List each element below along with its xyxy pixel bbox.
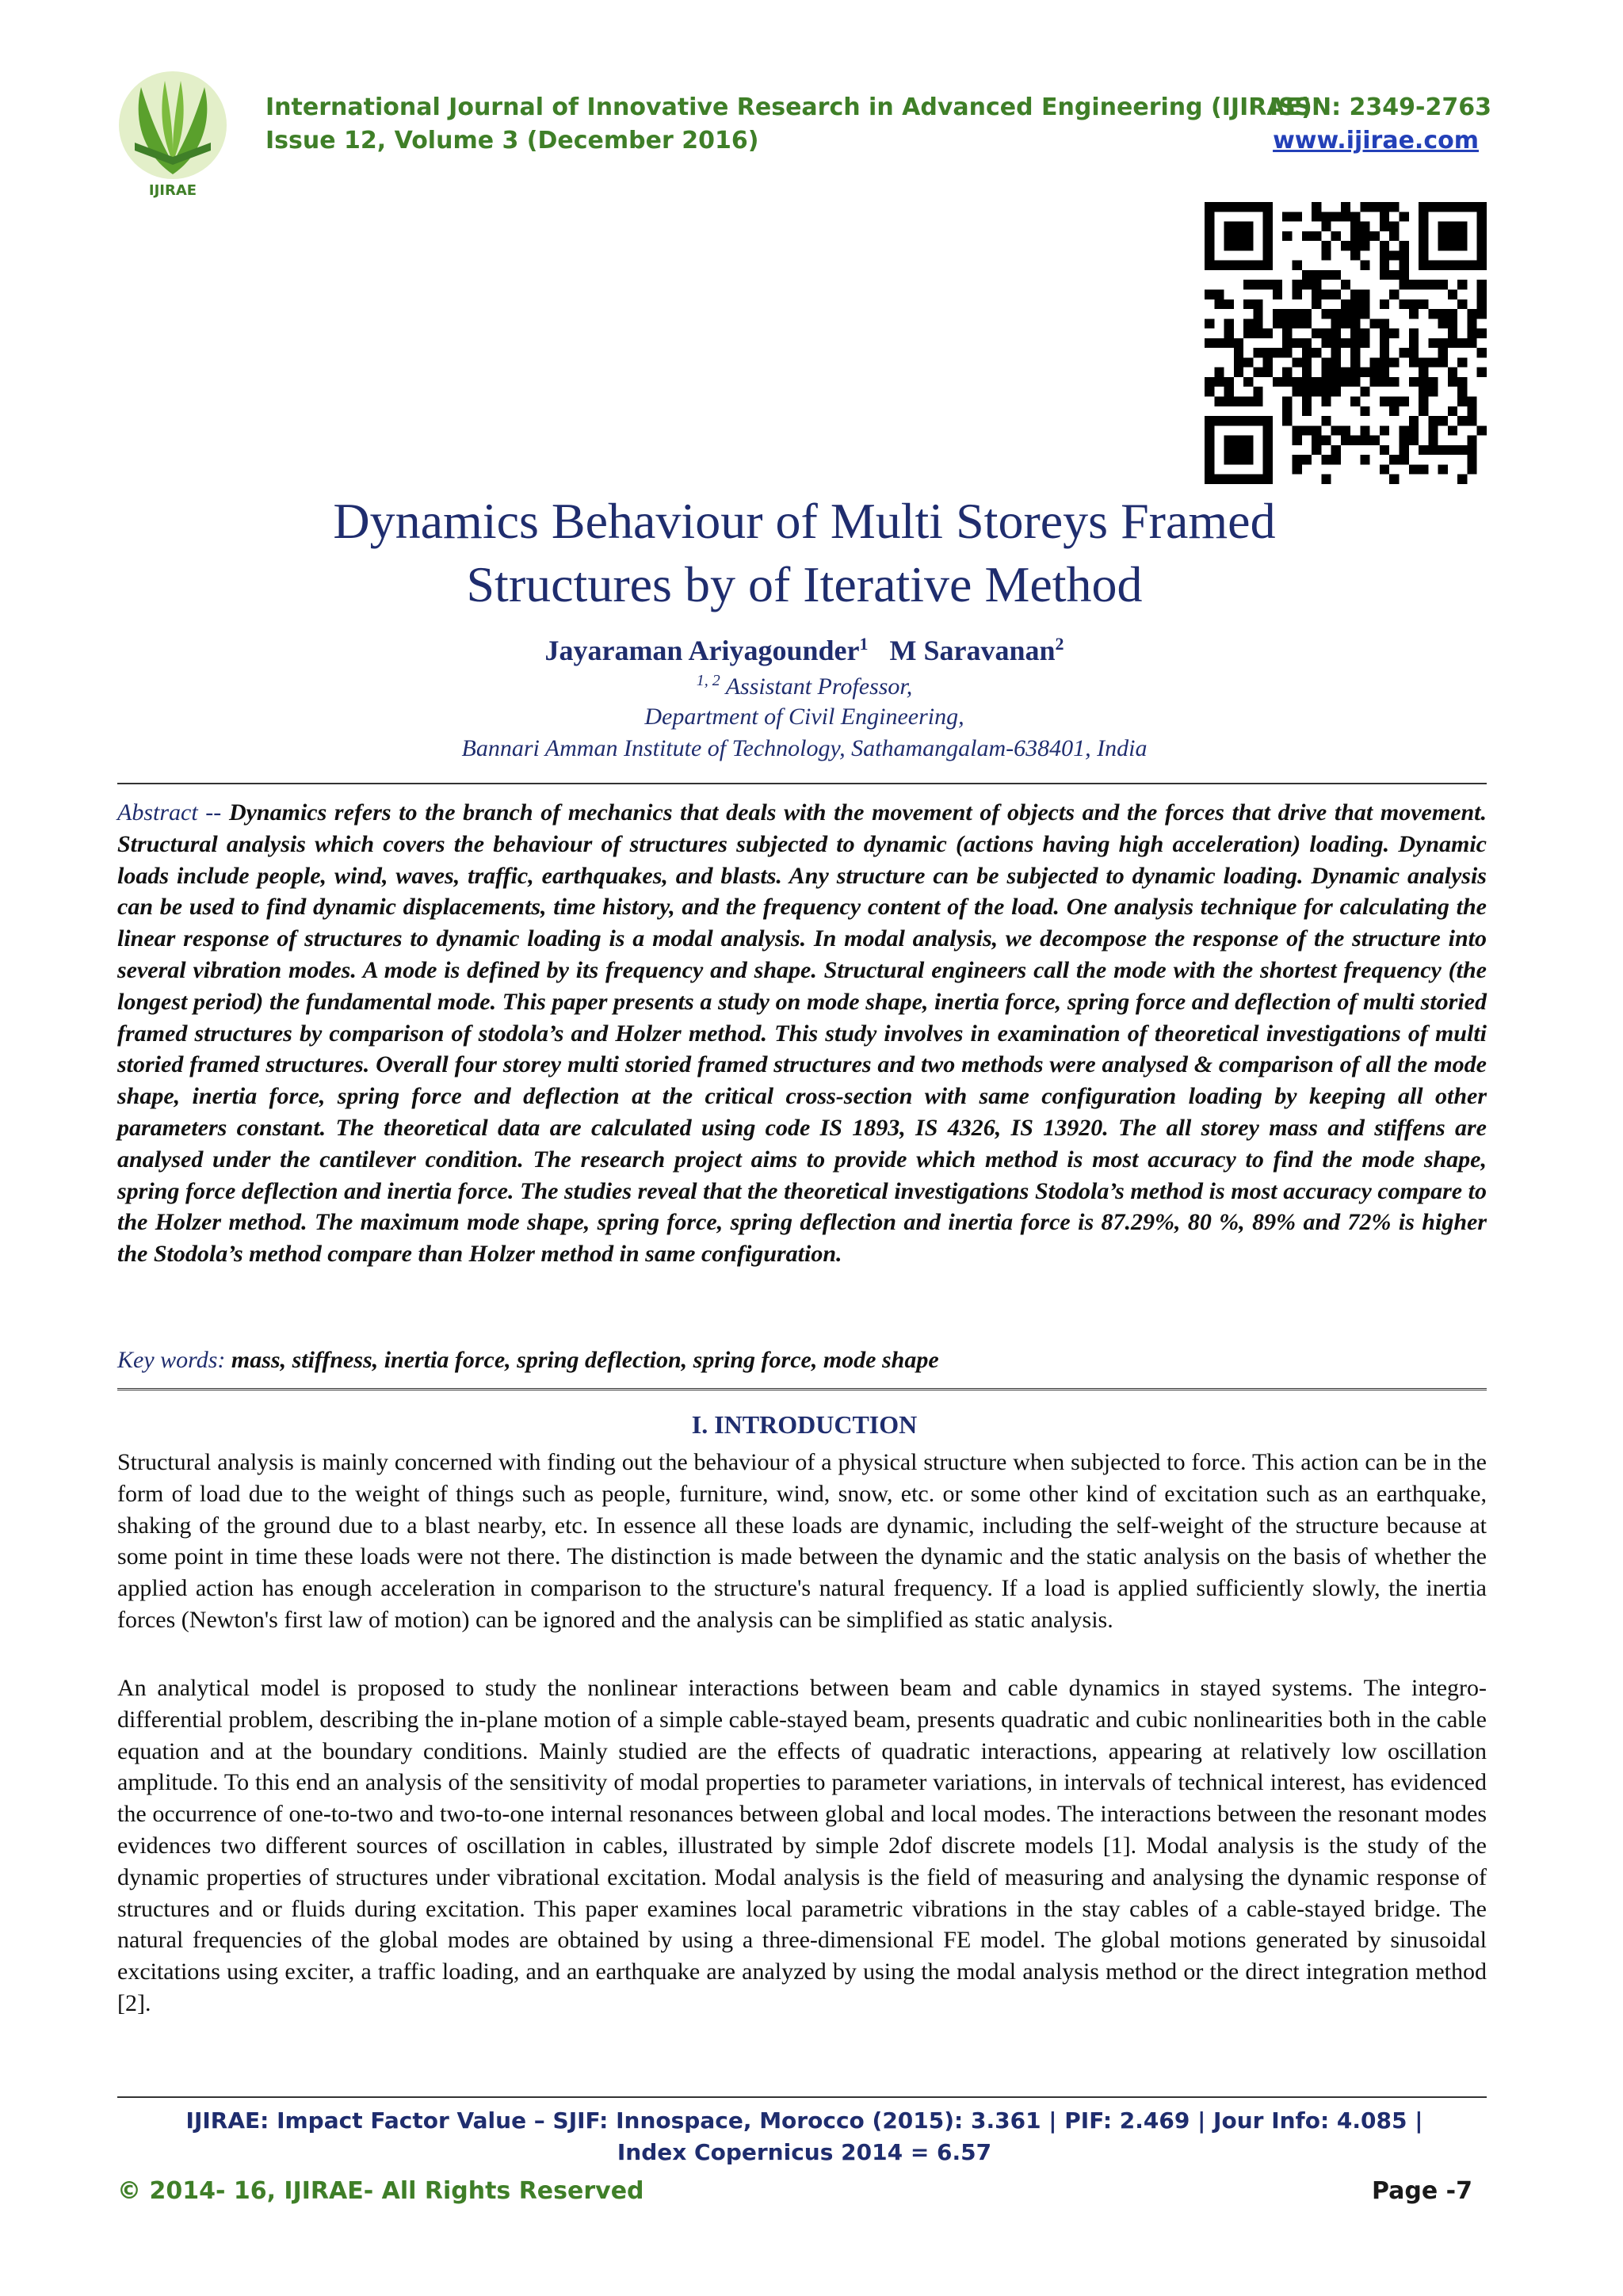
divider — [117, 1388, 1487, 1393]
paper-title-line1: Dynamics Behaviour of Multi Storeys Framed — [333, 493, 1276, 549]
affiliation-institute: Bannari Amman Institute of Technology, Sathamangalam-638401, India — [461, 735, 1148, 761]
abstract-text: Dynamics refers to the branch of mechanics that deals with the movement of objects and the forces that drive that movement. Structural analysis which covers the behaviour of structures subjected to dynamic (actions having high acceleration) loading. Dynamic loads include people, wind, waves, traffic, earthquakes, and blasts. Any structure can be subjected to dynamic loading. Dynamic analysis can be used to find dynamic displacements, time history, and the frequency content of the load. One analysis technique for calculating the linear response of structures to dynamic loading is a modal analysis. In modal analysis, we decompose the response of the structure into several vibration modes. A mode is defined by its frequency and shape. Structural engineers call the mode with the shortest frequency (the longest period) the fundamental mode. This paper presents a study on mode shape, inertia force, spring force and deflection of multi storied framed structures by comparison of stodola’s and Holzer method. This study involves in examination of theoretical investigations of multi storied framed structures. Overall four storey multi storied framed structures and two methods were analysed & comparison of all the mode shape, inertia force, spring force and deflection at the critical cross-section with same configuration loading by keeping all other parameters constant. The theoretical data are calculated using code IS 1893, IS 4326, IS 13920. The all storey mass and stiffens are analysed under the cantilever condition. The research project aims to provide which method is most accuracy to find the mode shape, spring force deflection and inertia force. The studies reveal that the theoretical investigations Stodola’s method is most accuracy compare to the Holzer method. The maximum mode shape, spring force, spring deflection and inertia force is 87.29%, 80 %, 89% and 72% is higher the Stodola’s method compare than Holzer method in same configuration. — [117, 799, 1487, 1268]
affiliation-role — [0, 672, 1609, 700]
paper-title-line2: Structures by of Iterative Method — [466, 556, 1143, 612]
authors — [0, 634, 1609, 667]
logo-text: IJIRAE — [148, 182, 197, 199]
footer-index-copernicus: Index Copernicus 2014 = 6.57 — [617, 2139, 992, 2165]
author-1-sup: 1 — [859, 634, 869, 654]
journal-title: International Journal of Innovative Research in Advanced Engineering (IJIRAE) — [265, 93, 1312, 121]
footer-divider — [117, 2096, 1487, 2098]
intro-paragraph-1: Structural analysis is mainly concerned with finding out the behaviour of a physical structure when subjected to force. This action can be in the form of load due to the weight of things such as people, furniture, wind, snow, etc. or some other kind of excitation such as an earthquake, shaking of the ground due to a blast nearby, etc. In essence all these loads are dynamic, including the self-weight of the structure because at some point in time these loads were not there. The distinction is made between the dynamic and the static analysis on the basis of whether the applied action has enough acceleration in comparison to the structure's natural frequency. If a load is applied sufficiently slowly, the inertia forces (Newton's first law of motion) can be ignored and the analysis can be simplified as static analysis. — [117, 1449, 1487, 1633]
abstract-label: Abstract -- — [117, 799, 222, 826]
author-1: Jayaraman Ariyagounder — [544, 635, 860, 666]
role-text: Assistant Professor, — [725, 673, 913, 700]
abstract — [117, 797, 1487, 1270]
keywords — [117, 1347, 1487, 1374]
keywords-label: Key words: — [117, 1347, 226, 1373]
role-sup: 1, 2 — [696, 672, 720, 689]
affiliation-department: Department of Civil Engineering, — [644, 704, 964, 730]
journal-logo — [117, 63, 228, 202]
website-link[interactable]: www.ijirae.com — [1273, 127, 1479, 154]
journal-issue: Issue 12, Volume 3 (December 2016) — [265, 127, 759, 154]
footer-impact-factor: IJIRAE: Impact Factor Value – SJIF: Innospace, Morocco (2015): 3.361 | PIF: 2.469 | Jour Info: 4.085 | — [185, 2107, 1423, 2134]
author-2: M Saravanan — [889, 635, 1056, 666]
issn: ISSN: 2349-2763 — [1269, 93, 1491, 121]
author-2-sup: 2 — [1055, 634, 1064, 654]
page-number: Page -7 — [1371, 2177, 1472, 2205]
divider — [117, 783, 1487, 784]
section-heading: I. INTRODUCTION — [691, 1410, 918, 1439]
paper-title — [0, 490, 1609, 616]
intro-paragraph-2: An analytical model is proposed to study the nonlinear interactions between beam and cable dynamics in stayed systems. The integro-differential problem, describing the in-plane motion of a simple cable-stayed beam, presents quadratic and cubic nonlinearities both in the cable equation and at the boundary conditions. Mainly studied are the effects of quadratic interactions, appearing at relatively low oscillation amplitude. To this end an analysis of the sensitivity of modal properties to parameter variations, in intervals of technical interest, has evidenced the occurrence of one-to-two and two-to-one internal resonances between global and local modes. The interactions between the resonant modes evidences two different sources of oscillation in cables, illustrated by simple 2dof discrete models [1]. Modal analysis is the study of the dynamic properties of structures under vibrational excitation. Modal analysis is the field of measuring and analysing the dynamic response of structures and or fluids during excitation. This paper examines local parametric vibrations in the stay cables of a cable-stayed bridge. The natural frequencies of the global modes are obtained by using a three-dimensional FE model. The global motions generated by sinusoidal excitations using exciter, a traffic loading, and an earthquake are analyzed by using the modal analysis method or the direct integration method [2]. — [117, 1675, 1487, 2016]
copyright: © 2014- 16, IJIRAE- All Rights Reserved — [117, 2177, 644, 2205]
keywords-text: mass, stiffness, inertia force, spring deflection, spring force, mode shape — [231, 1347, 939, 1373]
qr-code — [1205, 200, 1487, 486]
